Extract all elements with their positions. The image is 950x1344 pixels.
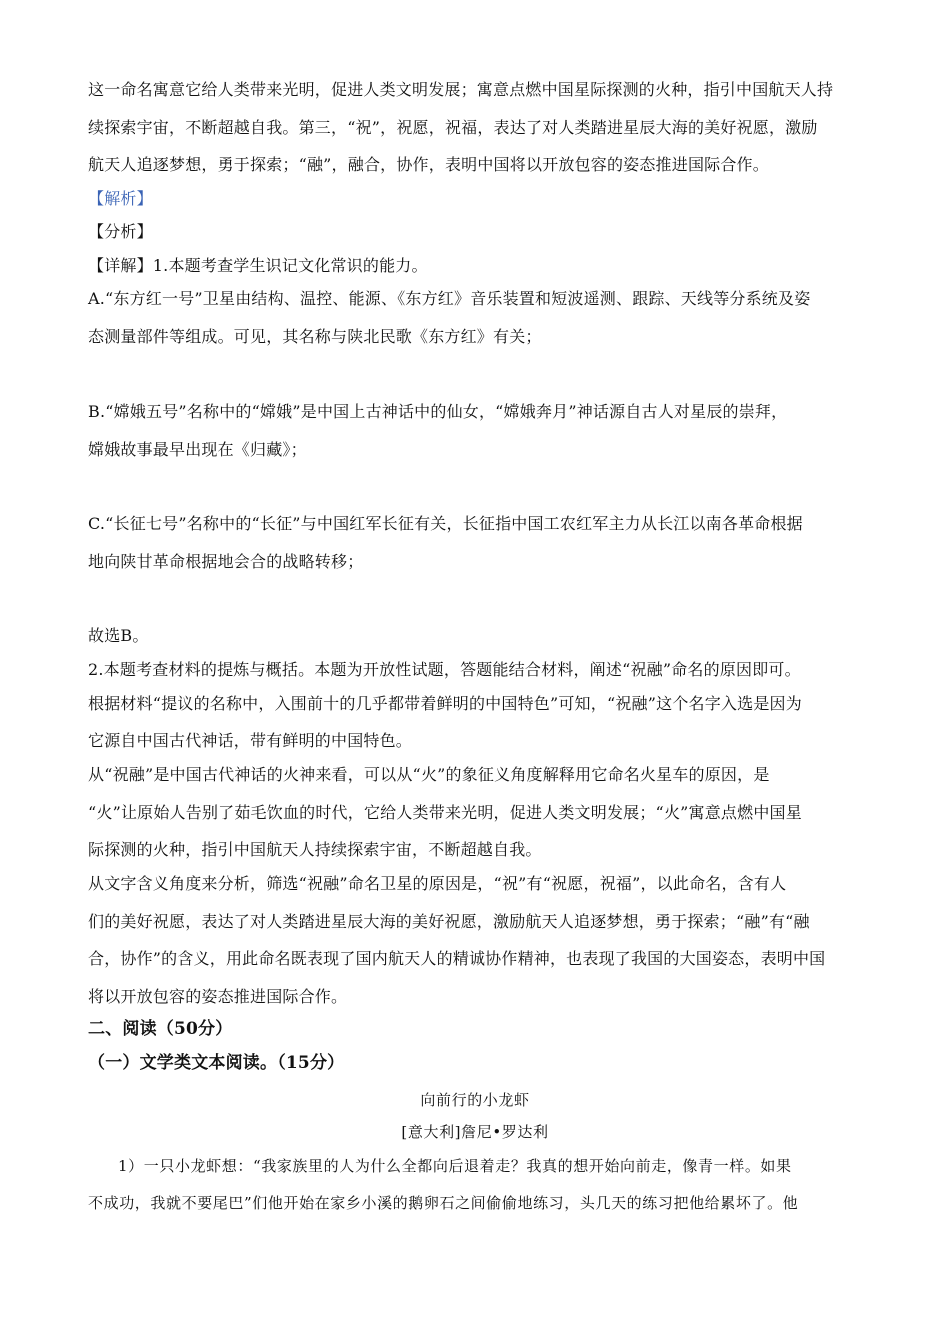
text-line: 合，协作”的含义，用此命名既表现了国内航天人的精诚协作精神，也表现了我国的大国姿态，表明中国 [88,949,826,968]
option-c-line: 地向陕甘革命根据地会合的战略转移； [88,552,364,571]
option-b-line: 嫦娥故事最早出现在《归藏》； [88,440,307,459]
section-label-detail: 【详解】1.本题考查学生识记文化常识的能力。 [88,256,428,275]
text-line: 从“祝融”是中国古代神话的火神来看，可以从“火”的象征义角度解释用它命名火星车的原因，是 [88,765,770,784]
text-line: 们的美好祝愿，表达了对人类踏进星辰大海的美好祝愿，激励航天人追逐梦想，勇于探索；“融”有“融 [88,912,810,931]
text-line: “火”让原始人告别了茹毛饮血的时代，它给人类带来光明，促进人类文明发展；“火”寓意点燃中国星 [88,803,802,822]
answer-line: 故选B。 [88,626,149,645]
section-heading-reading: 二、阅读（50分） [88,1019,233,1039]
section-label-analysis: 【分析】 [88,222,153,241]
text-line: 续探索宇宙，不断超越自我。第三，“祝”，祝愿，祝福，表达了对人类踏进星辰大海的美好祝愿，激励 [88,118,818,137]
story-paragraph-line: 1）一只小龙虾想：“我家族里的人为什么全都向后退着走？我真的想开始向前走，像青一样。如果 [118,1157,792,1175]
option-a-line: A.“东方红一号”卫星由结构、温控、能源、《东方红》音乐装置和短波遥测、跟踪、天线等分系统及姿 [88,289,811,308]
option-a-line: 态测量部件等组成。可见，其名称与陕北民歌《东方红》有关； [88,327,542,346]
story-title: 向前行的小龙虾 [420,1091,530,1109]
story-author: [意大利]詹尼•罗达利 [401,1123,549,1141]
text-line: 2.本题考查材料的提炼与概括。本题为开放性试题，答题能结合材料，阐述“祝融”命名的原因即可。 [88,660,801,679]
text-line: 将以开放包容的姿态推进国际合作。 [88,987,348,1006]
text-line: 它源自中国古代神话，带有鲜明的中国特色。 [88,731,413,750]
story-paragraph-line: 不成功，我就不要尾巴”们他开始在家乡小溪的鹅卵石之间偷偷地练习，头几天的练习把他给累坏了。他 [88,1194,799,1212]
text-line: 从文字含义角度来分析，筛选“祝融”命名卫星的原因是，“祝”有“祝愿，祝福”，以此命名，含有人 [88,874,787,893]
text-line: 际探测的火种，指引中国航天人持续探索宇宙，不断超越自我。 [88,840,542,859]
option-c-line: C.“长征七号”名称中的“长征”与中国红军长征有关，长征指中国工农红军主力从长江以南各革命根据 [88,514,803,533]
text-line: 航天人追逐梦想，勇于探索；“融”，融合，协作，表明中国将以开放包容的姿态推进国际合作。 [88,155,769,174]
subsection-heading-literary: （一）文学类文本阅读。（15分） [88,1053,345,1073]
option-b-line: B.“嫦娥五号”名称中的“嫦娥”是中国上古神话中的仙女，“嫦娥奔月”神话源自古人对星辰的崇拜， [88,402,788,421]
text-line: 根据材料“提议的名称中，入围前十的几乎都带着鲜明的中国特色”可知，“祝融”这个名字入选是因为 [88,694,802,713]
text-line: 这一命名寓意它给人类带来光明，促进人类文明发展；寓意点燃中国星际探测的火种，指引中国航天人持 [88,80,834,99]
analysis-heading: 【解析】 [88,189,153,208]
